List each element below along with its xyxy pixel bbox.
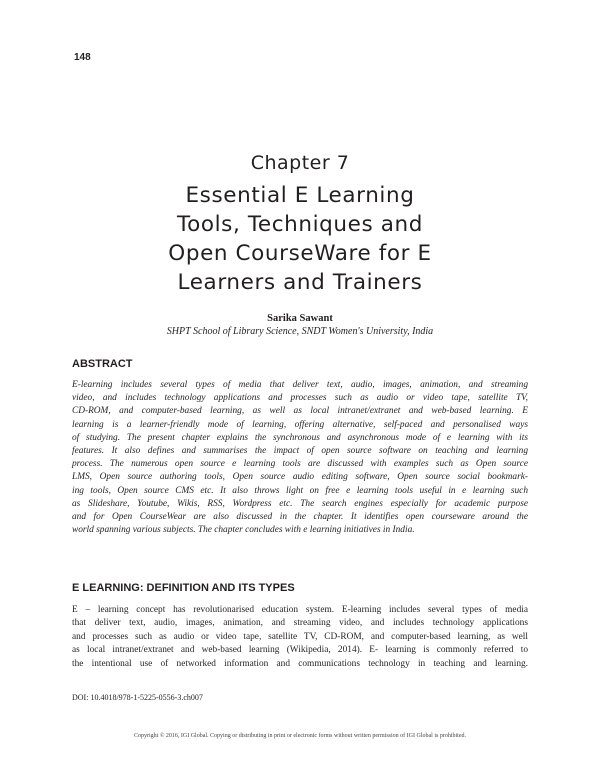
abstract-line: world spanning various subjects. The chapter concludes with e learning initiatives in India. bbox=[72, 525, 415, 536]
chapter-title-line: Open CourseWare for E bbox=[168, 241, 432, 266]
section-body bbox=[72, 604, 528, 671]
abstract-line: ing tools, Open source CMS etc. It also throws light on free e learning tools useful in e learning such bbox=[72, 485, 528, 496]
abstract-line: process. The numerous open source e learning tools are discussed with examples such as Open source bbox=[72, 459, 528, 470]
chapter-title-line: Tools, Techniques and bbox=[177, 212, 423, 237]
abstract-body bbox=[72, 379, 528, 537]
abstract-line: video, and includes technology applications and processes such as audio or video tape, satellite TV, bbox=[72, 393, 528, 404]
author-affiliation: SHPT School of Library Science, SNDT Women's University, India bbox=[166, 326, 434, 337]
copyright-notice: Copyright © 2016, IGI Global. Copying or distributing in print or electronic forms without written permission of IGI Global is prohibited. bbox=[133, 733, 466, 739]
abstract-line: of studying. The present chapter explains the synchronous and asynchronous mode of e learning with its bbox=[72, 432, 528, 443]
section-line: as local intranet/extranet and web-based learning (Wikipedia, 2014). E- learning is commonly referred to bbox=[72, 645, 528, 656]
abstract-heading: ABSTRACT bbox=[72, 358, 133, 370]
author-name: Sarika Sawant bbox=[267, 313, 333, 324]
page-number: 148 bbox=[74, 52, 91, 63]
chapter-title-line: Essential E Learning bbox=[185, 183, 415, 208]
abstract-line: E-learning includes several types of media that deliver text, audio, images, animation, and streaming bbox=[72, 380, 528, 390]
abstract-line: as Slideshare, Youtube, Wikis, RSS, Wordpress etc. The search engines especially for academic purpose bbox=[72, 498, 528, 509]
chapter-title bbox=[100, 181, 500, 297]
section-line: that deliver text, audio, images, animation, and streaming video, and includes technology applications bbox=[72, 618, 528, 629]
section-line: the intentional use of networked information and communications technology in teaching and learning. bbox=[72, 658, 528, 669]
abstract-line: learning is a learner-friendly mode of learning, offering alternative, self-paced and personalised ways bbox=[72, 419, 528, 430]
section-heading: E LEARNING: DEFINITION AND ITS TYPES bbox=[72, 582, 295, 594]
section-line: and processes such as audio or video tape, satellite TV, CD-ROM, and computer-based learning, as well bbox=[72, 631, 528, 642]
abstract-line: and for Open CourseWear are also discussed in the chapter. It identifies open courseware around the bbox=[72, 512, 528, 523]
abstract-line: LMS, Open source authoring tools, Open source audio editing software, Open source social bookmark- bbox=[72, 472, 528, 483]
doi: DOI: 10.4018/978-1-5225-0556-3.ch007 bbox=[72, 693, 203, 702]
abstract-line: CD-ROM, and computer-based learning, as well as local intranet/extranet and web-based learning. E bbox=[72, 406, 528, 417]
abstract-line: features. It also defines and summarises the impact of open source software on teaching and learning bbox=[72, 446, 528, 457]
chapter-title-line: Learners and Trainers bbox=[177, 270, 423, 295]
chapter-label: Chapter 7 bbox=[250, 152, 350, 174]
section-line: E – learning concept has revolutionarised education system. E-learning includes several types of media bbox=[72, 605, 528, 615]
